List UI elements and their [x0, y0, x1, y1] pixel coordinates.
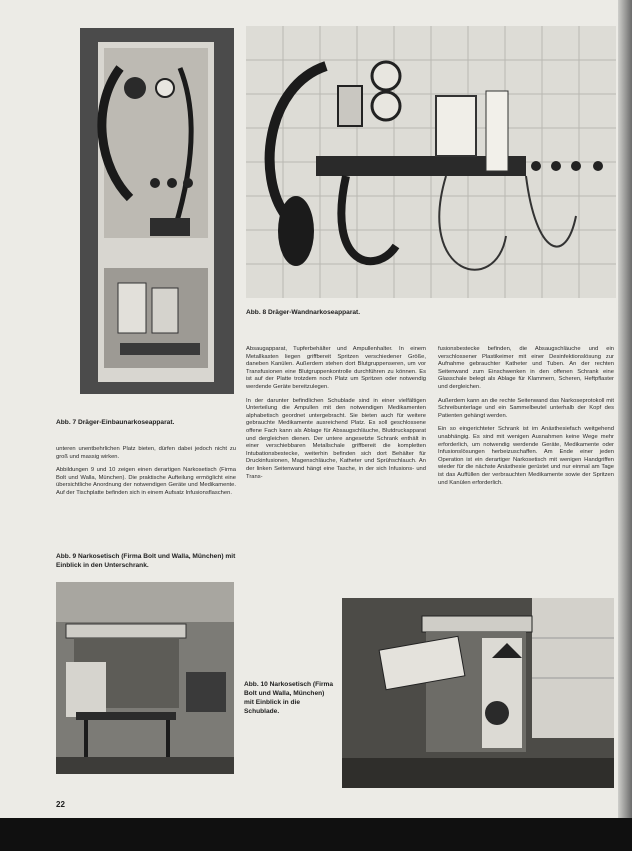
- caption-abb7: Abb. 7 Dräger-Einbaunarkoseapparat.: [56, 419, 175, 426]
- photo-abb10: [342, 598, 614, 788]
- caption-abb10: Abb. 10 Narkosetisch (Firma Bolt und Walla, München) mit Einblick in die Schublade.: [244, 681, 334, 715]
- text-column-middle: [246, 346, 426, 487]
- scan-border: [0, 818, 632, 851]
- paragraph: fusionsbestecke befinden, die Absaugschläuche und ein verschlossener Plastikeimer mit einer Desinfektionslösung zur Aufnahme gebrauchter Katheter und Tuben. An der rechten Seitenwand zum Einschwenken in den offenen Schrank eine Glasschale belegt als Ablage für Klammern, Scheren, Heftpflaster und dergleichen.: [438, 346, 614, 390]
- paragraph: unteren unentbehrlichen Platz bieten, dürfen dabei jedoch nicht zu groß und massig wirken.: [56, 446, 236, 460]
- paragraph: Absaugapparat, Tupferbehälter und Ampullenhalter. In einem Metallkasten liegen griffbereit Spritzen verschiedener Größe, daneben Kanülen. Außerdem stehen dort Blutgruppenseren, um vor Transfusionen eine Blutgruppenkontrolle durchführen zu können. Es ist auf der Platte trotzdem noch Platz um Spritzen oder notwendig werdende Geräte bereitzulegen.: [246, 346, 426, 390]
- photo-abb7: [80, 28, 234, 394]
- page-number: 22: [56, 800, 65, 809]
- text-column-left: [56, 446, 236, 504]
- caption-abb8: Abb. 8 Dräger-Wandnarkoseapparat.: [246, 309, 361, 316]
- paragraph: Ein so eingerichteter Schrank ist im Anästhesiefach weitgehend unabhängig. Es sind mit wenigen Ausnahmen keine Wege mehr erforderlich, um notwendig werdende Geräte, Medikamente oder Infusionslösungen herbeizuschaffen. Am Ende einer jeden Operation ist ein derartiger Narkosetisch mit wenigen Handgriffen wieder für die nächste Anästhesie gerüstet und nur einmal am Tage ist das Auffüllen der verbrauchten Medikamente sowie der Spritzen und Kanülen erforderlich.: [438, 426, 614, 486]
- paragraph: Abbildungen 9 und 10 zeigen einen derartigen Narkosetisch (Firma Bolt und Walla, München). Die praktische Aufteilung ermöglicht eine übersichtliche Anordnung der notwendigen Geräte und Medikamente. Auf der Tischplatte befinden sich in einem Aufsatz Infusionsflaschen.: [56, 467, 236, 496]
- page-edge-shadow: [618, 0, 632, 818]
- photo-abb8: [246, 26, 616, 298]
- text-column-right: [438, 346, 614, 493]
- caption-abb9: Abb. 9 Narkosetisch (Firma Bolt und Walla, München) mit Einblick in den Unterschrank.: [56, 553, 236, 569]
- paragraph: In der darunter befindlichen Schublade sind in einer vielfältigen Unterteilung die Ampullen mit den notwendigen Medikamenten alphabetisch geordnet untergebracht. Sie bieten auch für weitere gebrauchte Medikamente ausreichend Platz. Es soll geschlossene offene Fach kann als Ablage für Absaugschläuche, Blutdruckapparat und dergleichen dienen. Der untere angesetzte Schrank enthält in einer verschiebbaren Metallschale griffbereit die kompletten Intubationsbestecke, weiterhin befinden sich dort Behälter für Druckinfusionen, Magenschläuche, Katheter und Sprühschlauch. An der linken Seitenwand hängt eine Tasche, in der sich Infusions- und Trans-: [246, 397, 426, 480]
- paragraph: Außerdem kann an die rechte Seitenwand das Narkoseprotokoll mit Schreibunterlage und ein Sammelbeutel unterhalb der Kopf des Patienten gehängt werden.: [438, 397, 614, 419]
- photo-abb9: [56, 582, 234, 774]
